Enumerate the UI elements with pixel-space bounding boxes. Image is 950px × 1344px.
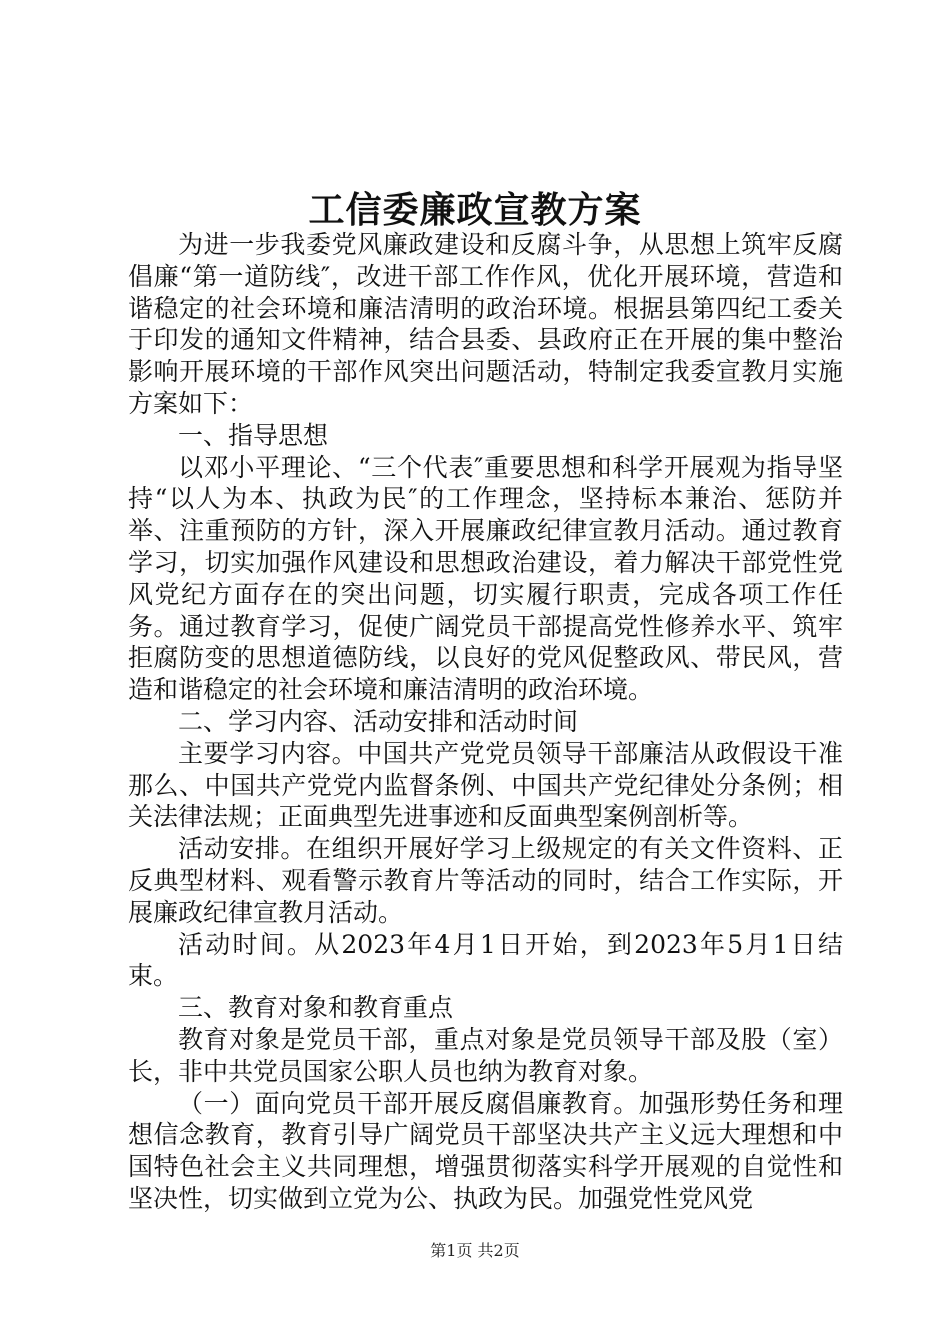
education-targets-paragraph: 教育对象是党员干部，重点对象是党员领导干部及股（室）长，非中共党员国家公职人员也纳为教育对象。 (128, 1024, 843, 1086)
study-content-paragraph: 主要学习内容。中国共产党党员领导干部廉洁从政假设干准那么、中国共产党党内监督条例、中国共产党纪律处分条例；相关法律法规；正面典型先进事迹和反面典型案例剖析等。 (128, 738, 843, 832)
activity-time-paragraph: 活动时间。从2023年4月1日开始，到2023年5月1日结束。 (128, 929, 843, 991)
section-heading-guiding-thought: 一、指导思想 (178, 420, 329, 450)
guiding-thought-paragraph: 以邓小平理论、“三个代表″重要思想和科学开展观为指导坚持“以人为本、执政为民″的工作理念，坚持标本兼治、惩防并举、注重预防的方针，深入开展廉政纪律宣教月活动。通过教育学习，切实加强作风建设和思想政治建设，着力解决干部党性党风党纪方面存在的突出问题，切实履行职责，完成各项工作任务。通过教育学习，促使广阔党员干部提高党性修养水平、筑牢拒腐防变的思想道德防线，以良好的党风促整政风、带民风，营造和谐稳定的社会环境和廉洁清明的政治环境。 (128, 452, 843, 705)
section-heading-study-content: 二、学习内容、活动安排和活动时间 (178, 706, 579, 736)
anti-corruption-education-paragraph: （一）面向党员干部开展反腐倡廉教育。加强形势任务和理想信念教育，教育引导广阔党员干部坚决共产主义远大理想和中国特色社会主义共同理想，增强贯彻落实科学开展观的自觉性和坚决性，切实做到立党为公、执政为民。加强党性党风党 (128, 1088, 843, 1213)
intro-paragraph: 为进一步我委党风廉政建设和反腐斗争，从思想上筑牢反腐倡廉“第一道防线″，改进干部工作作风，优化开展环境，营造和谐稳定的社会环境和廉洁清明的政治环境。根据县第四纪工委关于印发的通知文件精神，结合县委、县政府正在开展的集中整治影响开展环境的干部作风突出问题活动，特制定我委宣教月实施方案如下： (128, 230, 843, 418)
document-body (128, 229, 843, 1215)
document-title: 工信委廉政宣教方案 (308, 189, 642, 231)
activity-arrangement-paragraph: 活动安排。在组织开展好学习上级规定的有关文件资料、正反典型材料、观看警示教育片等活动的同时，结合工作实际，开展廉政纪律宣教月活动。 (128, 834, 843, 927)
page-footer: 第1页 共2页 (430, 1241, 520, 1260)
section-heading-education-targets: 三、教育对象和教育重点 (178, 993, 454, 1023)
